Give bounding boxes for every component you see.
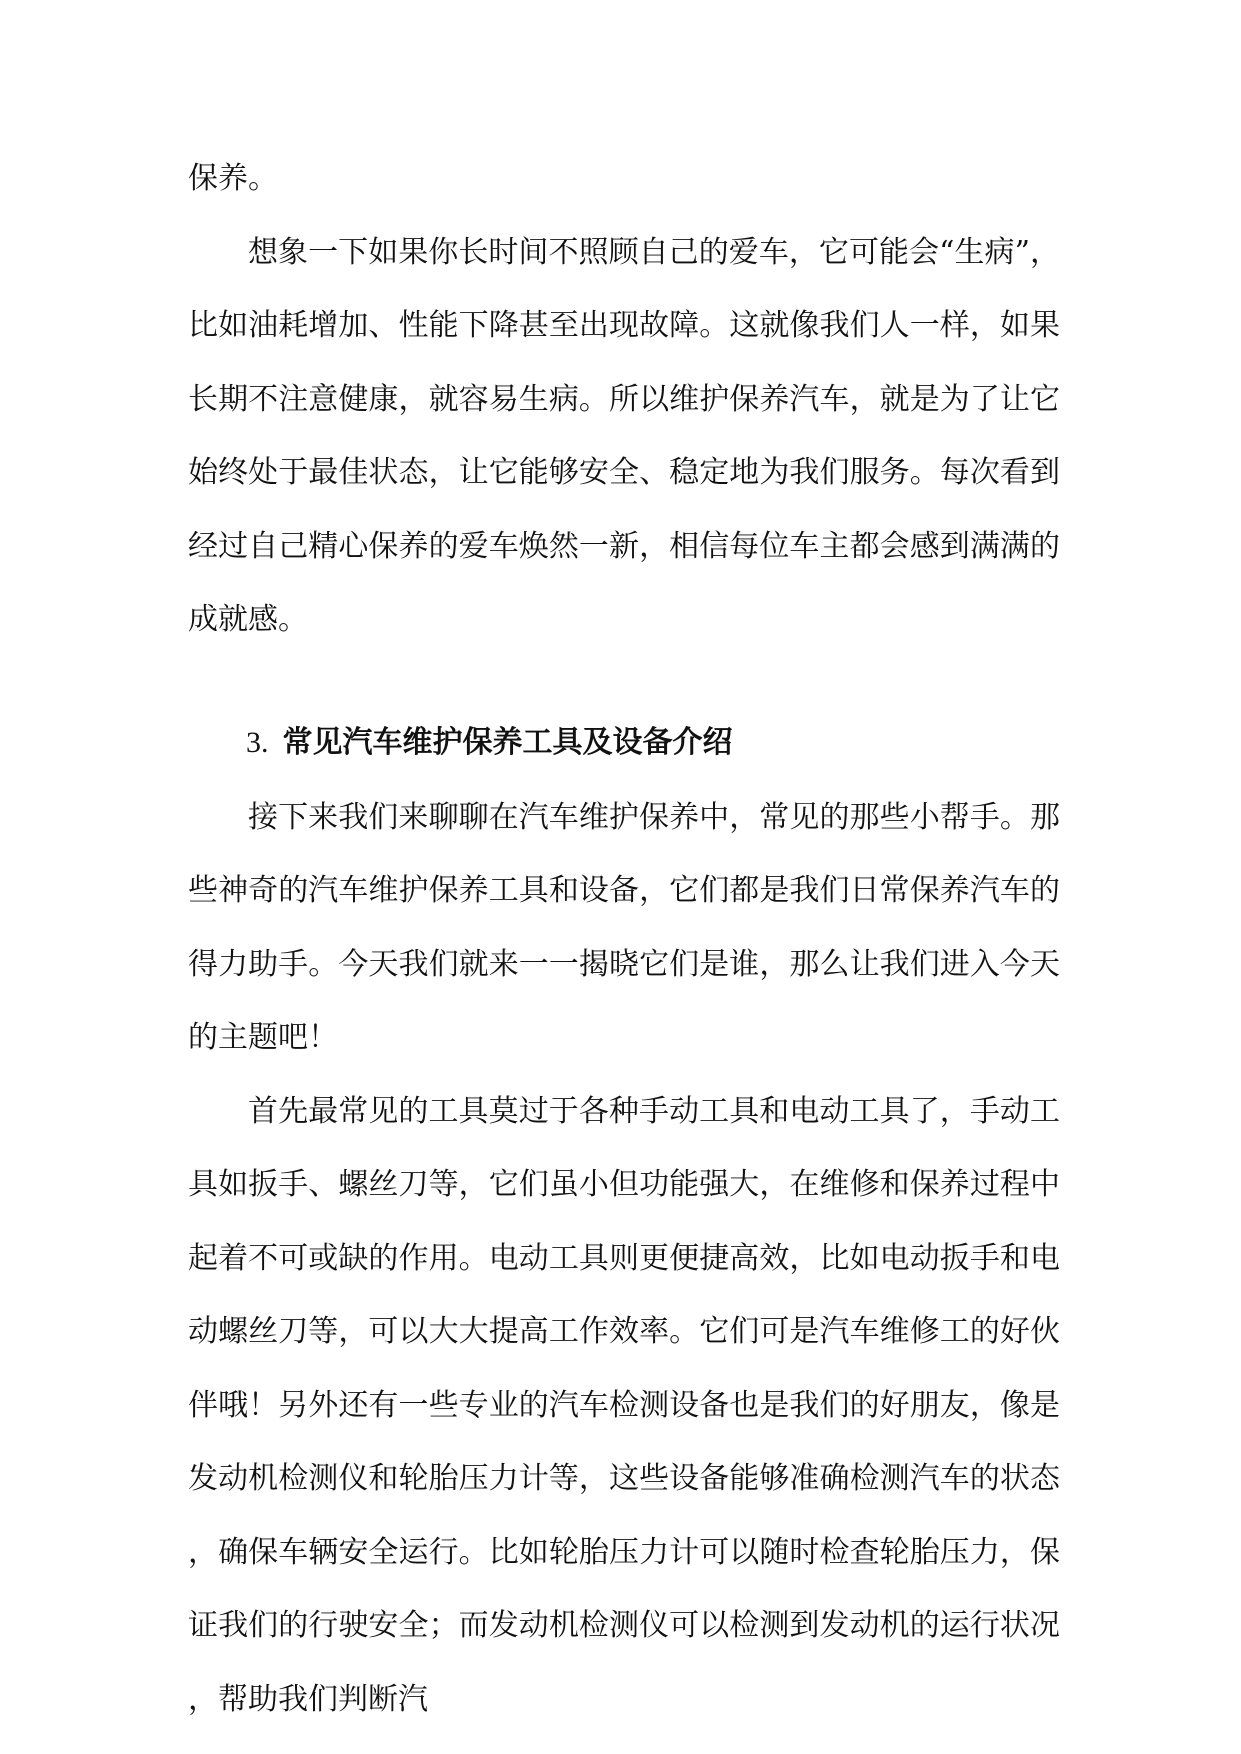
paragraph-gap [188,657,1060,707]
section-heading [188,707,1060,779]
paragraph-next: 接下来我们来聊聊在汽车维护保养中，常见的那些小帮手。那些神奇的汽车维护保养工具和设备，它们都是我们日常保养汽车的得力助手。今天我们就来一一揭晓它们是谁，那么让我们进入今天的主题吧！ [188,799,1060,1055]
paragraph-intro-tail: 保养。 [188,161,278,196]
document-body [188,142,1060,1736]
paragraph-imagine: 想象一下如果你长时间不照顾自己的爱车，它可能会“生病”，比如油耗增加、性能下降甚至出现故障。这就像我们人一样，如果长期不注意健康，就容易生病。所以维护保养汽车，就是为了让它始终处于最佳状态，让它能够安全、稳定地为我们服务。每次看到经过自己精心保养的爱车焕然一新，相信每位车主都会感到满满的成就感。 [188,234,1060,637]
section-title: 常见汽车维护保养工具及设备介绍 [282,724,733,760]
paragraph-tools: 首先最常见的工具莫过于各种手动工具和电动工具了，手动工具如扳手、螺丝刀等，它们虽小但功能强大，在维修和保养过程中起着不可或缺的作用。电动工具则更便捷高效，比如电动扳手和电动螺丝刀等，可以大大提高工作效率。它们可是汽车维修工的好伙伴哦！另外还有一些专业的汽车检测设备也是我们的好朋友，像是发动机检测仪和轮胎压力计等，这些设备能够准确检测汽车的状态，确保车辆安全运行。比如轮胎压力计可以随时检查轮胎压力，保证我们的行驶安全；而发动机检测仪可以检测到发动机的运行状况，帮助我们判断汽 [188,1093,1060,1717]
section-number: 3. [246,725,269,759]
